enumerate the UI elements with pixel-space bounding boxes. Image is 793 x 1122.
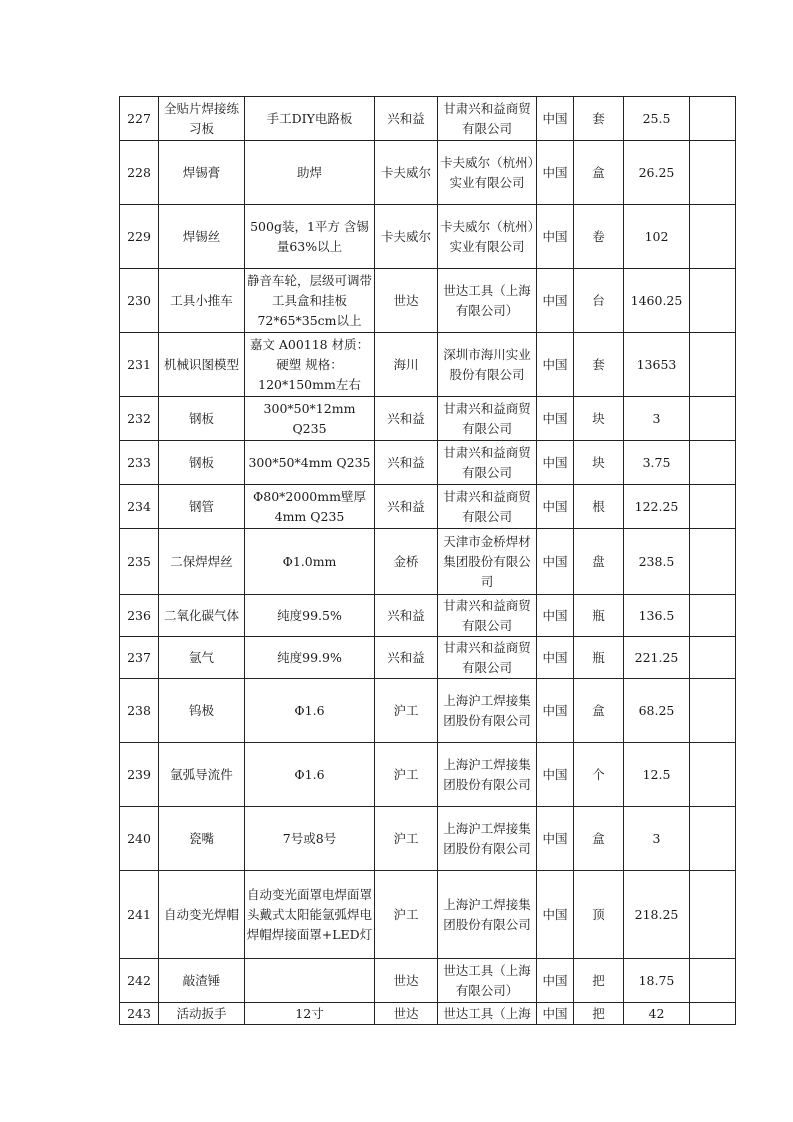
table-row <box>120 441 736 485</box>
item-spec <box>245 959 375 1003</box>
item-note <box>690 97 736 141</box>
item-price: 12.5 <box>624 743 690 807</box>
item-note <box>690 871 736 959</box>
item-note <box>690 637 736 679</box>
item-name: 钨极 <box>159 679 245 743</box>
row-number: 239 <box>120 743 159 807</box>
item-price: 3 <box>624 807 690 871</box>
item-origin: 中国 <box>537 529 574 595</box>
item-manufacturer: 甘肃兴和益商贸有限公司 <box>438 441 537 485</box>
item-unit: 卷 <box>574 205 624 269</box>
table-row <box>120 141 736 205</box>
item-spec: 静音车轮，层级可调带工具盒和挂板72*65*35cm以上 <box>245 269 375 333</box>
table-row <box>120 97 736 141</box>
row-number: 227 <box>120 97 159 141</box>
item-unit: 套 <box>574 333 624 397</box>
row-number: 242 <box>120 959 159 1003</box>
item-name: 钢板 <box>159 441 245 485</box>
item-manufacturer: 上海沪工焊接集团股份有限公司 <box>438 807 537 871</box>
item-origin: 中国 <box>537 397 574 441</box>
item-spec: Φ80*2000mm壁厚4mm Q235 <box>245 485 375 529</box>
item-brand: 沪工 <box>375 807 438 871</box>
item-note <box>690 1003 736 1025</box>
item-unit: 盒 <box>574 141 624 205</box>
item-spec: 手工DIY电路板 <box>245 97 375 141</box>
item-brand: 兴和益 <box>375 397 438 441</box>
item-price: 221.25 <box>624 637 690 679</box>
item-brand: 世达 <box>375 959 438 1003</box>
table-row <box>120 807 736 871</box>
item-unit: 根 <box>574 485 624 529</box>
item-name: 自动变光焊帽 <box>159 871 245 959</box>
item-brand: 兴和益 <box>375 637 438 679</box>
row-number: 241 <box>120 871 159 959</box>
item-price: 42 <box>624 1003 690 1025</box>
item-unit: 瓶 <box>574 595 624 637</box>
item-price: 18.75 <box>624 959 690 1003</box>
product-price-table <box>119 96 736 1025</box>
item-note <box>690 679 736 743</box>
item-note <box>690 743 736 807</box>
item-note <box>690 441 736 485</box>
item-name: 全贴片焊接练习板 <box>159 97 245 141</box>
item-unit: 套 <box>574 97 624 141</box>
item-name: 氩弧导流件 <box>159 743 245 807</box>
item-spec: 纯度99.9% <box>245 637 375 679</box>
item-price: 1460.25 <box>624 269 690 333</box>
item-spec: 300*50*12mm Q235 <box>245 397 375 441</box>
item-origin: 中国 <box>537 807 574 871</box>
item-name: 工具小推车 <box>159 269 245 333</box>
item-origin: 中国 <box>537 441 574 485</box>
table-row <box>120 397 736 441</box>
item-origin: 中国 <box>537 97 574 141</box>
table-row <box>120 871 736 959</box>
item-brand: 世达 <box>375 1003 438 1025</box>
row-number: 233 <box>120 441 159 485</box>
item-brand: 沪工 <box>375 679 438 743</box>
item-name: 瓷嘴 <box>159 807 245 871</box>
item-manufacturer: 甘肃兴和益商贸有限公司 <box>438 397 537 441</box>
table-row <box>120 959 736 1003</box>
item-manufacturer: 上海沪工焊接集团股份有限公司 <box>438 743 537 807</box>
item-origin: 中国 <box>537 959 574 1003</box>
item-unit: 块 <box>574 397 624 441</box>
item-name: 钢板 <box>159 397 245 441</box>
item-price: 218.25 <box>624 871 690 959</box>
row-number: 240 <box>120 807 159 871</box>
item-origin: 中国 <box>537 141 574 205</box>
item-spec: Φ1.6 <box>245 743 375 807</box>
row-number: 235 <box>120 529 159 595</box>
table-row <box>120 679 736 743</box>
item-note <box>690 397 736 441</box>
row-number: 237 <box>120 637 159 679</box>
table-row <box>120 1003 736 1025</box>
item-note <box>690 205 736 269</box>
item-note <box>690 485 736 529</box>
item-unit: 把 <box>574 1003 624 1025</box>
table-row <box>120 485 736 529</box>
row-number: 236 <box>120 595 159 637</box>
item-unit: 台 <box>574 269 624 333</box>
item-price: 122.25 <box>624 485 690 529</box>
table-row <box>120 205 736 269</box>
item-manufacturer: 上海沪工焊接集团股份有限公司 <box>438 679 537 743</box>
item-price: 102 <box>624 205 690 269</box>
table-row <box>120 743 736 807</box>
item-brand: 兴和益 <box>375 441 438 485</box>
item-note <box>690 141 736 205</box>
item-name: 钢管 <box>159 485 245 529</box>
item-origin: 中国 <box>537 595 574 637</box>
item-spec: 嘉文 A00118 材质：硬塑 规格：120*150mm左右 <box>245 333 375 397</box>
item-manufacturer: 世达工具（上海 <box>438 1003 537 1025</box>
item-unit: 个 <box>574 743 624 807</box>
item-manufacturer: 甘肃兴和益商贸有限公司 <box>438 595 537 637</box>
item-spec: 自动变光面罩电焊面罩头戴式太阳能氩弧焊电焊帽焊接面罩+LED灯 <box>245 871 375 959</box>
item-price: 3.75 <box>624 441 690 485</box>
item-brand: 兴和益 <box>375 97 438 141</box>
item-origin: 中国 <box>537 871 574 959</box>
item-unit: 盘 <box>574 529 624 595</box>
item-brand: 海川 <box>375 333 438 397</box>
item-spec: 助焊 <box>245 141 375 205</box>
item-unit: 盒 <box>574 679 624 743</box>
row-number: 238 <box>120 679 159 743</box>
table-row <box>120 269 736 333</box>
item-spec: Φ1.0mm <box>245 529 375 595</box>
item-note <box>690 807 736 871</box>
item-spec: 7号或8号 <box>245 807 375 871</box>
item-origin: 中国 <box>537 743 574 807</box>
item-brand: 世达 <box>375 269 438 333</box>
item-spec: 12寸 <box>245 1003 375 1025</box>
item-unit: 顶 <box>574 871 624 959</box>
item-spec: Φ1.6 <box>245 679 375 743</box>
row-number: 230 <box>120 269 159 333</box>
item-manufacturer: 深圳市海川实业股份有限公司 <box>438 333 537 397</box>
item-price: 3 <box>624 397 690 441</box>
item-price: 13653 <box>624 333 690 397</box>
item-price: 136.5 <box>624 595 690 637</box>
item-manufacturer: 世达工具（上海有限公司） <box>438 269 537 333</box>
item-origin: 中国 <box>537 485 574 529</box>
item-name: 二氧化碳气体 <box>159 595 245 637</box>
row-number: 243 <box>120 1003 159 1025</box>
item-origin: 中国 <box>537 637 574 679</box>
item-price: 26.25 <box>624 141 690 205</box>
item-name: 焊锡膏 <box>159 141 245 205</box>
row-number: 234 <box>120 485 159 529</box>
item-spec: 300*50*4mm Q235 <box>245 441 375 485</box>
item-brand: 沪工 <box>375 743 438 807</box>
item-price: 238.5 <box>624 529 690 595</box>
item-origin: 中国 <box>537 333 574 397</box>
item-brand: 卡夫威尔 <box>375 141 438 205</box>
row-number: 228 <box>120 141 159 205</box>
item-unit: 块 <box>574 441 624 485</box>
item-brand: 沪工 <box>375 871 438 959</box>
item-manufacturer: 世达工具（上海有限公司） <box>438 959 537 1003</box>
item-unit: 把 <box>574 959 624 1003</box>
item-note <box>690 959 736 1003</box>
table-row <box>120 637 736 679</box>
item-name: 氩气 <box>159 637 245 679</box>
table-row <box>120 595 736 637</box>
item-note <box>690 333 736 397</box>
item-manufacturer: 上海沪工焊接集团股份有限公司 <box>438 871 537 959</box>
row-number: 231 <box>120 333 159 397</box>
item-price: 68.25 <box>624 679 690 743</box>
item-brand: 卡夫威尔 <box>375 205 438 269</box>
item-note <box>690 595 736 637</box>
item-brand: 兴和益 <box>375 595 438 637</box>
item-manufacturer: 甘肃兴和益商贸有限公司 <box>438 485 537 529</box>
item-price: 25.5 <box>624 97 690 141</box>
item-unit: 瓶 <box>574 637 624 679</box>
item-manufacturer: 甘肃兴和益商贸有限公司 <box>438 637 537 679</box>
item-name: 机械识图模型 <box>159 333 245 397</box>
table-row <box>120 529 736 595</box>
item-name: 焊锡丝 <box>159 205 245 269</box>
item-origin: 中国 <box>537 679 574 743</box>
table-row <box>120 333 736 397</box>
item-manufacturer: 天津市金桥焊材集团股份有限公司 <box>438 529 537 595</box>
item-brand: 金桥 <box>375 529 438 595</box>
item-origin: 中国 <box>537 205 574 269</box>
item-manufacturer: 卡夫威尔（杭州）实业有限公司 <box>438 141 537 205</box>
item-name: 活动扳手 <box>159 1003 245 1025</box>
item-manufacturer: 甘肃兴和益商贸有限公司 <box>438 97 537 141</box>
row-number: 229 <box>120 205 159 269</box>
item-unit: 盒 <box>574 807 624 871</box>
item-origin: 中国 <box>537 1003 574 1025</box>
item-brand: 兴和益 <box>375 485 438 529</box>
item-name: 二保焊焊丝 <box>159 529 245 595</box>
item-note <box>690 269 736 333</box>
row-number: 232 <box>120 397 159 441</box>
item-name: 敲渣锤 <box>159 959 245 1003</box>
item-note <box>690 529 736 595</box>
item-spec: 纯度99.5% <box>245 595 375 637</box>
item-spec: 500g装，1平方 含锡量63%以上 <box>245 205 375 269</box>
item-manufacturer: 卡夫威尔（杭州）实业有限公司 <box>438 205 537 269</box>
item-origin: 中国 <box>537 269 574 333</box>
